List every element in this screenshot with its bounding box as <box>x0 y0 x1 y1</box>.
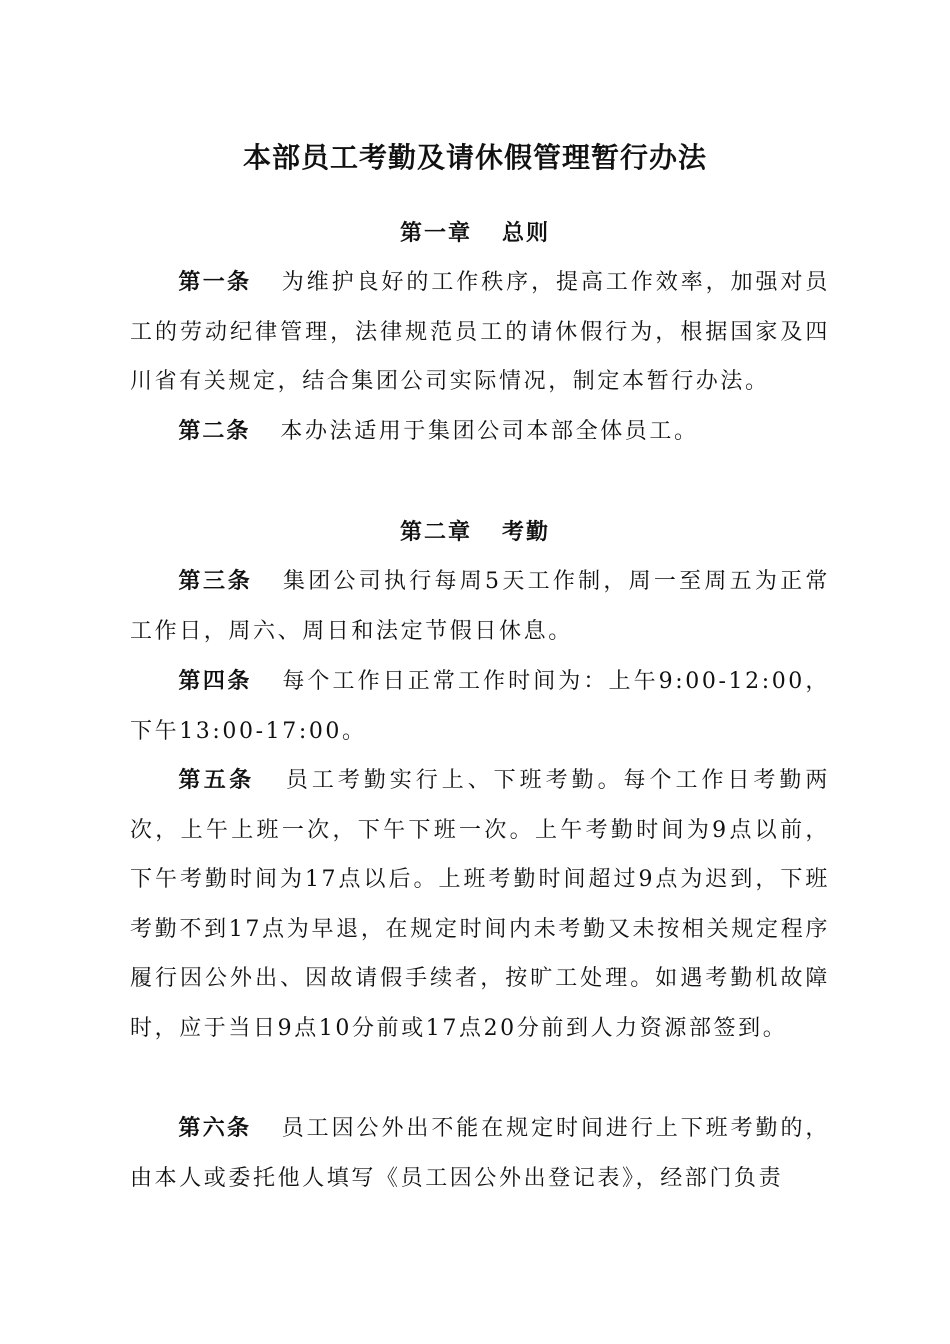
chapter-heading-1 <box>0 218 950 248</box>
chapter-name: 考勤 <box>502 519 551 545</box>
article-label: 第五条 <box>178 767 255 793</box>
chapter-number: 第二章 <box>399 519 472 545</box>
article-text: 为维护良好的工作秩序，提高工作效率，加强对员工的劳动纪律管理，法律规范员工的请休假行为，根据国家及四川省有关规定，结合集团公司实际情况，制定本暂行办法。 <box>130 270 830 395</box>
article-text: 员工因公外出不能在规定时间进行上下班考勤的，由本人或委托他人填写《员工因公外出登记表》，经部门负责 <box>130 1116 830 1191</box>
article-text: 员工考勤实行上、下班考勤。每个工作日考勤两次，上午上班一次，下午下班一次。上午考勤时间为9点以前，下午考勤时间为17点以后。上班考勤时间超过9点为迟到，下班考勤不到17点为早退，在规定时间内未考勤又未按相关规定程序履行因公外出、因故请假手续者，按旷工处理。如遇考勤机故障时，应于当日9点10分前或17点20分前到人力资源部签到。 <box>130 768 830 1041</box>
article-2 <box>130 407 830 457</box>
article-4 <box>130 657 830 756</box>
article-text: 集团公司执行每周5天工作制，周一至周五为正常工作日，周六、周日和法定节假日休息。 <box>130 569 830 644</box>
article-label: 第二条 <box>178 418 251 444</box>
article-label: 第一条 <box>178 269 252 295</box>
article-1 <box>130 258 830 407</box>
chapter-name: 总则 <box>502 220 551 246</box>
article-label: 第六条 <box>178 1115 252 1141</box>
article-text: 每个工作日正常工作时间为：上午9:00-12:00，下午13:00-17:00。 <box>130 669 830 744</box>
article-text: 本办法适用于集团公司本部全体员工。 <box>280 419 699 444</box>
article-5 <box>130 756 830 1054</box>
document-title: 本部员工考勤及请休假管理暂行办法 <box>242 141 707 174</box>
article-3 <box>130 557 830 656</box>
article-6 <box>130 1104 830 1203</box>
chapter-number: 第一章 <box>399 220 472 246</box>
article-label: 第四条 <box>178 668 252 694</box>
article-label: 第三条 <box>178 568 253 594</box>
chapter-heading-2 <box>0 517 950 547</box>
